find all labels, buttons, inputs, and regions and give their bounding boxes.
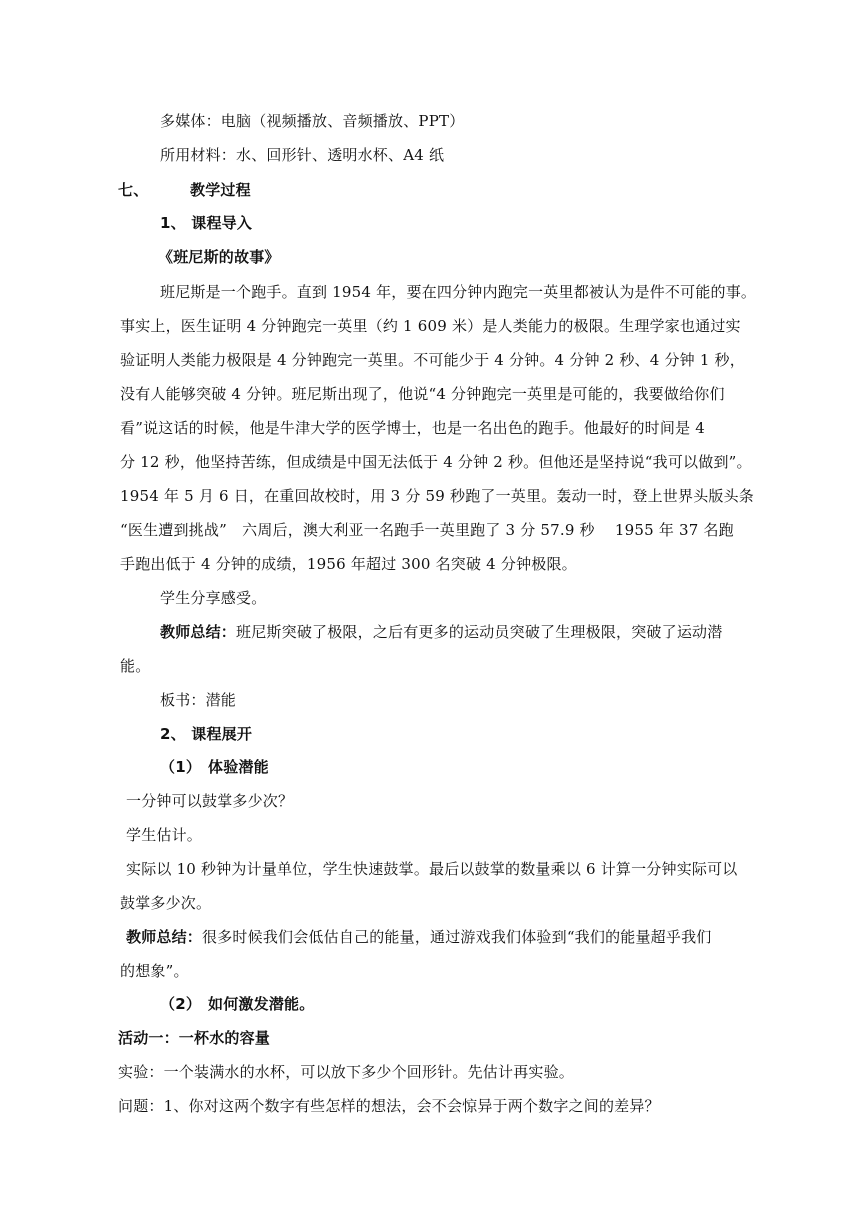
sub1-title: 体验潜能 (208, 758, 269, 776)
teacher-summary-2-text: 很多时候我们会低估自己的能量，通过游戏我们体验到“我们的能量超乎我们 (202, 928, 712, 946)
story-line-3: 验证明人类能力极限是 4 分钟跑完一英里。不可能少于 4 分钟。4 分钟 2 秒、4 分钟 1 秒， (120, 351, 745, 369)
teacher-summary-2 (126, 927, 712, 947)
materials-supplies: 所用材料：水、回形针、透明水杯、A4 纸 (160, 146, 445, 164)
story-line-2: 事实上，医生证明 4 分钟跑完一英里（约 1 609 米）是人类能力的极限。生理学家也通过实 (120, 317, 741, 335)
story-line-7: 1954 年 5 月 6 日，在重回故校时，用 3 分 59 秒跑了一英里。轰动一时，登上世界头版头条 (120, 487, 755, 505)
sub1-number: （1） (160, 758, 202, 776)
story-line-1: 班尼斯是一个跑手。直到 1954 年，要在四分钟内跑完一英里都被认为是件不可能的事。 (160, 283, 757, 301)
part1-heading: 1、 课程导入 (160, 214, 253, 232)
teacher-summary-2-cont: 的想象”。 (120, 962, 189, 980)
part2-heading: 2、 课程展开 (160, 725, 253, 743)
question-text: 问题：1、你对这两个数字有些怎样的想法，会不会惊异于两个数字之间的差异？ (118, 1097, 660, 1115)
teacher-summary-text: 班尼斯突破了极限，之后有更多的运动员突破了生理极限，突破了运动潜 (236, 623, 723, 641)
sub2-title: 如何激发潜能。 (208, 995, 315, 1013)
story-line-4: 没有人能够突破 4 分钟。班尼斯出现了，他说“4 分钟跑完一英里是可能的，我要做给你们 (120, 385, 725, 403)
story-title: 《班尼斯的故事》 (158, 248, 280, 266)
story-line-8: “医生遭到挑战” 六周后，澳大利亚一名跑手一英里跑了 3 分 57.9 秒 1955 年 37 名跑 (120, 521, 734, 539)
clap-question: 一分钟可以鼓掌多少次？ (126, 792, 294, 810)
story-line-9: 手跑出低于 4 分钟的成绩，1956 年超过 300 名突破 4 分钟极限。 (120, 555, 577, 573)
actual-line-2: 鼓掌多少次。 (120, 894, 212, 912)
students-share: 学生分享感受。 (160, 589, 267, 607)
teacher-summary-1-cont: 能。 (120, 657, 151, 675)
student-estimate: 学生估计。 (126, 826, 203, 844)
story-line-5: 看”说这话的时候，他是牛津大学的医学博士，也是一名出色的跑手。他最好的时间是 4 (120, 419, 705, 437)
section7-title: 教学过程 (190, 181, 251, 199)
story-line-6: 分 12 秒，他坚持苦练，但成绩是中国无法低于 4 分钟 2 秒。但他还是坚持说“我可以做到”。 (120, 453, 752, 471)
teacher-summary-1 (160, 622, 722, 642)
sub2-number: （2） (160, 995, 202, 1013)
section7-number: 七、 (118, 181, 149, 199)
teacher-summary-label: 教师总结： (160, 623, 237, 641)
board-note: 板书：潜能 (160, 691, 237, 709)
teacher-summary-2-label: 教师总结： (126, 928, 203, 946)
actual-line-1: 实际以 10 秒钟为计量单位，学生快速鼓掌。最后以鼓掌的数量乘以 6 计算一分钟实际可以 (126, 860, 738, 878)
experiment-text: 实验：一个装满水的水杯，可以放下多少个回形针。先估计再实验。 (118, 1063, 575, 1081)
materials-multimedia: 多媒体：电脑（视频播放、音频播放、PPT） (160, 112, 465, 130)
activity-title: 活动一：一杯水的容量 (118, 1029, 271, 1047)
